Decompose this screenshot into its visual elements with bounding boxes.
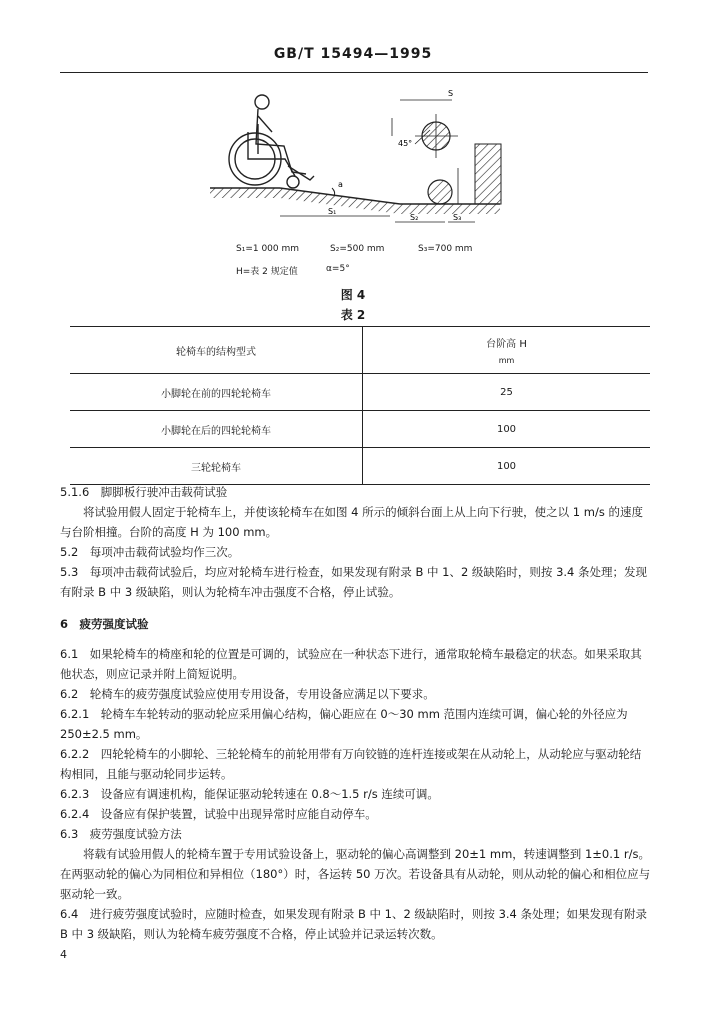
section-5-1-6-heading: 5.1.6 脚脚板行驶冲击载荷试验	[60, 485, 228, 499]
step-height-label: 台阶高 H	[486, 339, 527, 350]
label-s1: S₁	[328, 207, 337, 216]
figure-caption-alpha: α=5°	[326, 264, 350, 274]
page-number: 4	[60, 948, 67, 961]
figure-caption-h: H=表 2 规定值	[236, 267, 298, 277]
label-s2: S₂	[410, 213, 419, 222]
section-5-3: 5.3 每项冲击载荷试验后，均应对轮椅车进行检查，如果发现有附录 B 中 1、2 级缺陷时，则按 3.4 条处理；发现有附录 B 中 3 级缺陷，则认为轮椅车冲击强度不合格，停止试验。	[60, 565, 648, 599]
section-6-1: 6.1 如果轮椅车的椅座和轮的位置是可调的，试验应在一种状态下进行，通常取轮椅车最稳定的状态。如果采取其他状态，则应记录并附上简短说明。	[60, 647, 642, 681]
label-s3: S₃	[453, 213, 462, 222]
table-2	[70, 326, 650, 485]
table-row	[70, 448, 650, 485]
row-step-height: 100	[363, 411, 651, 448]
section-6-heading: 6 疲劳强度试验	[60, 617, 149, 631]
table-title: 表 2	[340, 308, 366, 322]
col-step-height-header	[363, 327, 651, 374]
figure-caption-s1: S₁=1 000 mm	[236, 244, 300, 254]
section-5-2: 5.2 每项冲击载荷试验均作三次。	[60, 545, 240, 559]
label-45: 45°	[398, 139, 413, 148]
section-6-2-1: 6.2.1 轮椅车车轮转动的驱动轮应采用偏心结构，偏心距应在 0～30 mm 范围内连续可调，偏心轮的外径应为 250±2.5 mm。	[60, 707, 628, 741]
figure-4-diagram	[200, 84, 530, 234]
section-5-1-6-text: 将试验用假人固定于轮椅车上，并使该轮椅车在如图 4 所示的倾斜台面上从上向下行驶，使之以 1 m/s 的速度与台阶相撞。台阶的高度 H 为 100 mm。	[60, 505, 643, 539]
row-step-height: 100	[363, 448, 651, 485]
row-structure-type: 小脚轮在前的四轮轮椅车	[70, 374, 363, 411]
label-s: S	[448, 89, 454, 98]
label-a: a	[338, 180, 343, 189]
step-wall	[475, 144, 501, 204]
standard-number-header: GB/T 15494—1995	[273, 46, 433, 62]
section-6-4: 6.4 进行疲劳强度试验时，应随时检查，如果发现有附录 B 中 1、2 级缺陷时，则按 3.4 条处理；如果发现有附录 B 中 3 级缺陷，则认为轮椅车疲劳强度不合格，停止试验并记录运转次数。	[60, 907, 648, 941]
section-6-3-text: 将载有试验用假人的轮椅车置于专用试验设备上，驱动轮的偏心高调整到 20±1 mm，转速调整到 1±0.1 r/s。在两驱动轮的偏心为同相位和异相位（180°）时，各运转 50 万次。若设备具有从动轮，则从动轮的偏心和相位应与驱动轮一致。	[60, 847, 651, 901]
section-6-2: 6.2 轮椅车的疲劳强度试验应使用专用设备，专用设备应满足以下要求。	[60, 687, 435, 701]
figure-title: 图 4	[340, 288, 366, 302]
table-row	[70, 374, 650, 411]
row-step-height: 25	[363, 374, 651, 411]
section-6-3-heading: 6.3 疲劳强度试验方法	[60, 827, 182, 841]
figure-caption-s3: S₃=700 mm	[418, 244, 473, 254]
col-structure-type-header: 轮椅车的结构型式	[70, 327, 363, 374]
row-structure-type: 三轮轮椅车	[70, 448, 363, 485]
section-6-2-4: 6.2.4 设备应有保护装置，试验中出现异常时应能自动停车。	[60, 807, 377, 821]
body-text	[60, 482, 652, 944]
table-header-row	[70, 327, 650, 374]
section-6-2-3: 6.2.3 设备应有调速机构，能保证驱动轮转速在 0.8～1.5 r/s 连续可调。	[60, 787, 439, 801]
lower-wheel	[428, 180, 452, 204]
row-structure-type: 小脚轮在后的四轮轮椅车	[70, 411, 363, 448]
step-height-unit: mm	[498, 356, 515, 365]
figure-caption-s2: S₂=500 mm	[330, 244, 385, 254]
header-rule	[60, 72, 648, 73]
upper-platform	[210, 188, 280, 198]
table-row	[70, 411, 650, 448]
section-6-2-2: 6.2.2 四轮轮椅车的小脚轮、三轮轮椅车的前轮用带有万向铰链的连杆连接或架在从动轮上，从动轮应与驱动轮结构相同，且能与驱动轮同步运转。	[60, 747, 642, 781]
wheelchair	[229, 124, 314, 188]
